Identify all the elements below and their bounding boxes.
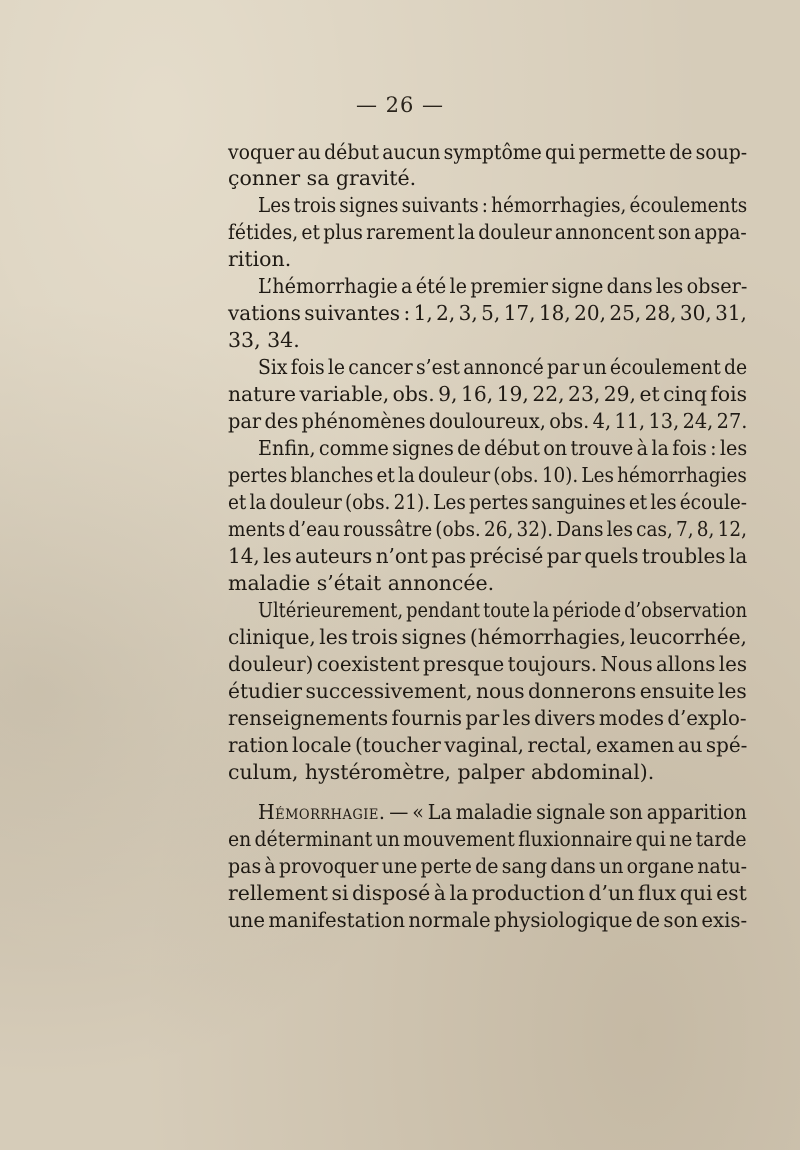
text-line: voquer au début aucun symptôme qui permette de soup- (228, 140, 748, 164)
text-line: et la douleur (obs. 21). Les pertes sanguines et les écoule- (228, 490, 748, 514)
text-line: Six fois le cancer s’est annoncé par un écoulement de (258, 355, 748, 379)
text-line: rellement si disposé à la production d’un flux qui est (228, 881, 747, 905)
text-line: nature variable, obs. 9, 16, 19, 22, 23, 29, et cinq fois (228, 382, 747, 406)
text-line: étudier successivement, nous donnerons ensuite les (228, 679, 747, 703)
text-line: clinique, les trois signes (hémorrhagies, leucorrhée, (228, 625, 747, 649)
section-first-line (258, 800, 747, 824)
text-line: culum, hystéromètre, palper abdominal). (228, 760, 655, 784)
text-line: maladie s’était annoncée. (228, 571, 495, 595)
text-line: pas à provoquer une perte de sang dans un organe natu- (228, 854, 748, 878)
text-line: L’hémorrhagie a été le premier signe dans les obser- (258, 274, 748, 298)
text-line: Ultérieurement, pendant toute la période d’observation (258, 598, 748, 622)
text-line: en déterminant un mouvement fluxionnaire qui ne tarde (228, 827, 747, 851)
text-line: Les trois signes suivants : hémorrhagies, écoulements (258, 193, 748, 217)
text-line: une manifestation normale physiologique de son exis- (228, 908, 748, 932)
text-line: renseignements fournis par les divers modes d’explo- (228, 706, 747, 730)
text-line: çonner sa gravité. (228, 166, 417, 190)
text-line: ments d’eau roussâtre (obs. 26, 32). Dans les cas, 7, 8, 12, (228, 517, 747, 541)
text-line: vations suivantes : 1, 2, 3, 5, 17, 18, 20, 25, 28, 30, 31, (228, 301, 747, 325)
section-heading: Hémorrhagie. (258, 800, 386, 824)
text-line: fétides, et plus rarement la douleur annoncent son appa- (228, 220, 747, 244)
text-line: ration locale (toucher vaginal, rectal, examen au spé- (228, 733, 748, 757)
text-line: Enfin, comme signes de début on trouve à la fois : les (258, 436, 748, 460)
text-line: par des phénomènes douloureux, obs. 4, 11, 13, 24, 27. (228, 409, 748, 433)
text-line: pertes blanches et la douleur (obs. 10). Les hémorrhagies (228, 463, 747, 487)
page-number: — 26 — (355, 93, 445, 117)
text-line: 33, 34. (228, 328, 300, 352)
text-line: rition. (228, 247, 292, 271)
text-line: douleur) coexistent presque toujours. Nous allons les (228, 652, 748, 676)
text-line: 14, les auteurs n’ont pas précisé par quels troubles la (228, 544, 748, 568)
text-line: — « La maladie signale son apparition (389, 800, 747, 824)
